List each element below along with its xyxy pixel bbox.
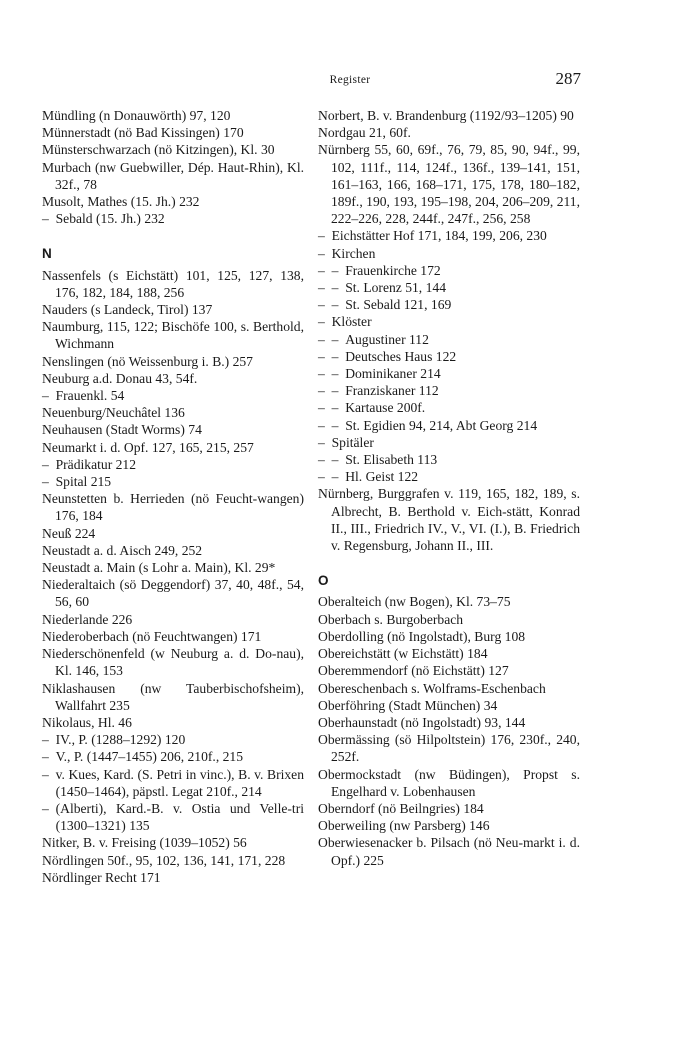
subentry-dash: – bbox=[318, 245, 332, 261]
subentry-dash: – bbox=[42, 800, 56, 816]
index-subentry bbox=[42, 473, 304, 490]
index-entry: Neuenburg/Neuchâtel 136 bbox=[42, 405, 185, 421]
index-entry: Nordgau 21, 60f. bbox=[318, 125, 411, 141]
index-entry: Oberemmendorf (nö Eichstätt) 127 bbox=[318, 663, 509, 679]
index-entry: Neuburg a.d. Donau 43, 54f. bbox=[42, 370, 198, 386]
index-subentry bbox=[42, 748, 304, 765]
index-entry: Musolt, Mathes (15. Jh.) 232 bbox=[42, 194, 200, 210]
index-entry: Naumburg, 115, 122; Bischöfe 100, s. Berthold, Wichmann bbox=[42, 319, 304, 352]
index-entry: Niederoberbach (nö Feuchtwangen) 171 bbox=[42, 628, 262, 644]
index-subentry bbox=[42, 800, 304, 834]
index-entry: Obermockstadt (nw Büdingen), Propst s. Engelhard v. Lobenhausen bbox=[318, 766, 580, 799]
page-header-title: Register bbox=[329, 74, 371, 86]
subentry-dash: – bbox=[42, 749, 56, 765]
index-entry: Murbach (nw Guebwiller, Dép. Haut-Rhin), Kl. 32f., 78 bbox=[42, 159, 304, 192]
index-subentry bbox=[318, 348, 580, 365]
subentry-dash: – – bbox=[318, 366, 346, 382]
index-entry: Mündling (n Donauwörth) 97, 120 bbox=[42, 108, 231, 123]
index-subentry bbox=[318, 279, 580, 296]
running-head bbox=[0, 69, 700, 92]
index-subentry bbox=[318, 245, 580, 262]
subentry-dash: – bbox=[318, 228, 332, 244]
subentry-dash: – bbox=[42, 211, 56, 227]
subentry-text: Sebald (15. Jh.) 232 bbox=[55, 211, 165, 227]
index-entry: Nauders (s Landeck, Tirol) 137 bbox=[42, 302, 213, 318]
index-subentry bbox=[318, 331, 580, 348]
subentry-text: Spital 215 bbox=[55, 474, 112, 490]
index-subentry bbox=[42, 766, 304, 800]
index-entry: Oberbach s. Burgoberbach bbox=[318, 611, 464, 627]
index-subentry bbox=[318, 227, 580, 244]
index-entry: Neustadt a. Main (s Lohr a. Main), Kl. 29* bbox=[42, 560, 276, 576]
index-subentry bbox=[318, 262, 580, 279]
subentry-text: Hl. Geist 122 bbox=[345, 469, 419, 485]
subentry-text: (Alberti), Kard.-B. v. Ostia und Velle-tri (1300–1321) 135 bbox=[55, 800, 304, 834]
section-letter: O bbox=[318, 573, 329, 589]
subentry-text: Eichstätter Hof 171, 184, 199, 206, 230 bbox=[331, 228, 547, 244]
index-entry: Obereichstätt (w Eichstätt) 184 bbox=[318, 646, 488, 662]
subentry-dash: – – bbox=[318, 280, 346, 296]
subentry-dash: – bbox=[42, 732, 56, 748]
index-entry: Oberhaunstadt (nö Ingolstadt) 93, 144 bbox=[318, 714, 526, 730]
index-entry: Niederschönenfeld (w Neuburg a. d. Do-nau), Kl. 146, 153 bbox=[42, 646, 304, 679]
index-entry: Neustadt a. d. Aisch 249, 252 bbox=[42, 542, 203, 558]
index-entry: Neumarkt i. d. Opf. 127, 165, 215, 257 bbox=[42, 439, 254, 455]
subentry-text: St. Lorenz 51, 144 bbox=[345, 280, 446, 296]
index-entry: Oberndorf (nö Beilngries) 184 bbox=[318, 800, 484, 816]
subentry-text: St. Egidien 94, 214, Abt Georg 214 bbox=[345, 417, 538, 433]
subentry-dash: – – bbox=[318, 417, 346, 433]
index-subentry bbox=[318, 365, 580, 382]
index-subentry bbox=[318, 313, 580, 330]
subentry-text: Frauenkirche 172 bbox=[345, 262, 441, 278]
subentry-text: Prädikatur 212 bbox=[55, 456, 137, 472]
subentry-dash: – – bbox=[318, 262, 346, 278]
index-subentry bbox=[318, 417, 580, 434]
subentry-dash: – bbox=[42, 766, 56, 782]
index-subentry bbox=[318, 382, 580, 399]
index-entry: Neuß 224 bbox=[42, 525, 96, 541]
subentry-text: St. Sebald 121, 169 bbox=[345, 297, 452, 313]
index-subentry bbox=[318, 434, 580, 451]
index-column-left bbox=[42, 107, 304, 886]
index-entry: Oberwiesenacker b. Pilsach (nö Neu-markt i. d. Opf.) 225 bbox=[318, 835, 580, 868]
index-subentry bbox=[318, 399, 580, 416]
subentry-dash: – bbox=[42, 388, 56, 404]
index-subentry bbox=[318, 296, 580, 313]
index-entry: Nürnberg, Burggrafen v. 119, 165, 182, 189, s. Albrecht, B. Berthold v. Eich-stätt, Konrad II., III., Friedrich IV., V., VI. (I.), B. Friedrich v. Regensburg, Johann II., III. bbox=[318, 486, 580, 554]
subentry-text: Franziskaner 112 bbox=[345, 383, 439, 399]
subentry-text: Dominikaner 214 bbox=[345, 366, 441, 382]
subentry-dash: – bbox=[318, 434, 332, 450]
index-entry: Neunstetten b. Herrieden (nö Feucht-wangen) 176, 184 bbox=[42, 491, 304, 524]
index-entry: Oberweiling (nw Parsberg) 146 bbox=[318, 818, 490, 834]
subentry-dash: – – bbox=[318, 452, 346, 468]
section-letter: N bbox=[42, 246, 52, 262]
index-entry: Niederaltaich (sö Deggendorf) 37, 40, 48f., 54, 56, 60 bbox=[42, 577, 304, 610]
subentry-text: V., P. (1447–1455) 206, 210f., 215 bbox=[55, 749, 244, 765]
subentry-text: Deutsches Haus 122 bbox=[345, 348, 457, 364]
index-entry: Münsterschwarzach (nö Kitzingen), Kl. 30 bbox=[42, 142, 275, 158]
subentry-text: IV., P. (1288–1292) 120 bbox=[55, 732, 186, 748]
index-subentry bbox=[42, 387, 304, 404]
subentry-dash: – – bbox=[318, 331, 346, 347]
index-entry: Nördlingen 50f., 95, 102, 136, 141, 171, 228 bbox=[42, 852, 286, 868]
index-entry: Nenslingen (nö Weissenburg i. B.) 257 bbox=[42, 353, 253, 369]
index-subentry bbox=[42, 731, 304, 748]
index-entry: Nürnberg 55, 60, 69f., 76, 79, 85, 90, 94f., 99, 102, 111f., 114, 124f., 136f., 139–141, 151, 161–163, 166, 168–171, 175, 178, 180–182, 189f., 190, 193, 195–198, 204, 206–209, 211, 222–226, 228, 244f., 247f., 256, 258 bbox=[318, 142, 580, 227]
index-subentry bbox=[42, 210, 304, 227]
subentry-text: Augustiner 112 bbox=[345, 331, 429, 347]
subentry-dash: – – bbox=[318, 348, 346, 364]
index-entry: Obermässing (sö Hilpoltstein) 176, 230f., 240, 252f. bbox=[318, 732, 580, 765]
index-column-right bbox=[318, 107, 580, 869]
index-entry: Niederlande 226 bbox=[42, 611, 133, 627]
index-entry: Nitker, B. v. Freising (1039–1052) 56 bbox=[42, 835, 247, 851]
subentry-dash: – bbox=[318, 314, 332, 330]
index-entry: Obereschenbach s. Wolframs-Eschenbach bbox=[318, 680, 546, 696]
subentry-text: St. Elisabeth 113 bbox=[345, 452, 438, 468]
index-subentry bbox=[42, 456, 304, 473]
index-entry: Oberalteich (nw Bogen), Kl. 73–75 bbox=[318, 594, 511, 610]
subentry-dash: – – bbox=[318, 383, 346, 399]
index-entry: Neuhausen (Stadt Worms) 74 bbox=[42, 422, 202, 438]
subentry-text: Kartause 200f. bbox=[345, 400, 426, 416]
subentry-text: Kirchen bbox=[331, 245, 376, 261]
index-entry: Oberföhring (Stadt München) 34 bbox=[318, 697, 498, 713]
subentry-text: Frauenkl. 54 bbox=[55, 388, 125, 404]
subentry-dash: – bbox=[42, 474, 56, 490]
subentry-text: Klöster bbox=[331, 314, 372, 330]
page-number: 287 bbox=[555, 69, 581, 88]
index-entry: Nikolaus, Hl. 46 bbox=[42, 714, 132, 730]
index-entry: Niklashausen (nw Tauberbischofsheim), Wallfahrt 235 bbox=[42, 680, 304, 713]
subentry-text: v. Kues, Kard. (S. Petri in vinc.), B. v. Brixen (1450–1464), päpstl. Legat 210f., 214 bbox=[55, 766, 304, 799]
index-subentry bbox=[318, 468, 580, 485]
subentry-dash: – – bbox=[318, 469, 346, 485]
index-entry: Norbert, B. v. Brandenburg (1192/93–1205) 90 bbox=[318, 108, 574, 123]
index-subentry bbox=[318, 451, 580, 468]
subentry-dash: – – bbox=[318, 400, 346, 416]
index-entry: Münnerstadt (nö Bad Kissingen) 170 bbox=[42, 125, 244, 141]
index-entry: Oberdolling (nö Ingolstadt), Burg 108 bbox=[318, 628, 526, 644]
subentry-dash: – – bbox=[318, 297, 346, 313]
index-entry: Nassenfels (s Eichstätt) 101, 125, 127, 138, 176, 182, 184, 188, 256 bbox=[42, 267, 304, 300]
index-entry: Nördlinger Recht 171 bbox=[42, 869, 161, 885]
subentry-text: Spitäler bbox=[331, 434, 374, 450]
subentry-dash: – bbox=[42, 456, 56, 472]
